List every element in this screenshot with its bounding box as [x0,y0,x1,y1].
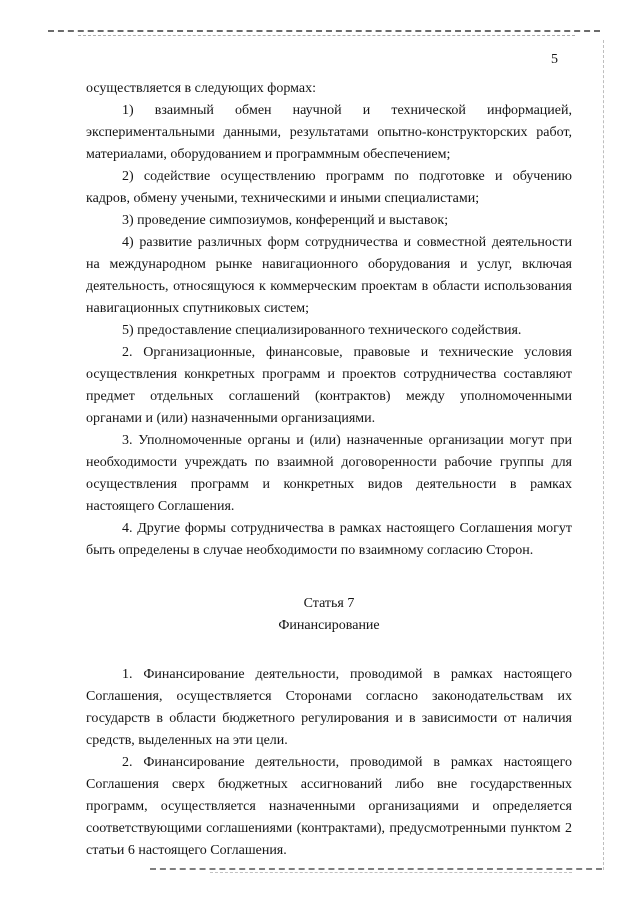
scan-line [78,35,575,36]
scan-border-right [603,40,608,870]
list-item: 4) развитие различных форм сотрудничества и совместной деятельности на международном рынке навигационного оборудования и услуг, включая деятельность, относящуюся к коммерческим проектам в области использования навигационных спутниковых систем; [86,235,572,316]
list-item: 3) проведение симпозиумов, конференций и выставок; [122,213,449,228]
clause: 2. Финансирование деятельности, проводимой в рамках настоящего Соглашения сверх бюджетных ассигнований либо вне государственных программ, осуществляется назначенными организациями и определяется соответствующими соглашениями (контрактами), предусмотренными пунктом 2 статьи 6 настоящего Соглашения. [86,755,572,858]
clause: 3. Уполномоченные органы и (или) назначенные организации могут при необходимости учреждать по взаимной договоренности рабочие группы для осуществления программ и конкретных видов деятельности в рамках настоящего Соглашения. [86,433,572,514]
list-item: 1) взаимный обмен научной и технической информацией, экспериментальными данными, результатами опытно-конструкторских работ, материалами, оборудованием и программным обеспечением; [86,103,572,162]
scan-line [150,868,602,870]
document-body [86,78,572,862]
scan-line [210,872,572,873]
clause: 1. Финансирование деятельности, проводимой в рамках настоящего Соглашения, осуществляется Сторонами согласно законодательствам их государств в области бюджетного регулирования и в зависимости от наличия средств, выделенных на эти цели. [86,667,572,748]
clause: 4. Другие формы сотрудничества в рамках настоящего Соглашения могут быть определены в случае необходимости по взаимному согласию Сторон. [86,521,572,558]
scan-border-top [48,28,600,38]
scan-line [48,30,600,32]
page-number: 5 [551,52,558,67]
list-item: 5) предоставление специализированного технического содействия. [122,323,522,338]
article-title: Финансирование [278,618,380,633]
paragraph: осуществляется в следующих формах: [86,81,316,96]
clause: 2. Организационные, финансовые, правовые и технические условия осуществления конкретных программ и проектов сотрудничества составляют предмет отдельных соглашений (контрактов) между уполномоченными органами и (или) назначенными организациями. [86,345,572,426]
scan-border-bottom [150,866,602,876]
article-label: Статья 7 [303,596,355,611]
list-item: 2) содействие осуществлению программ по подготовке и обучению кадров, обмену учеными, техническими и иными специалистами; [86,169,572,206]
